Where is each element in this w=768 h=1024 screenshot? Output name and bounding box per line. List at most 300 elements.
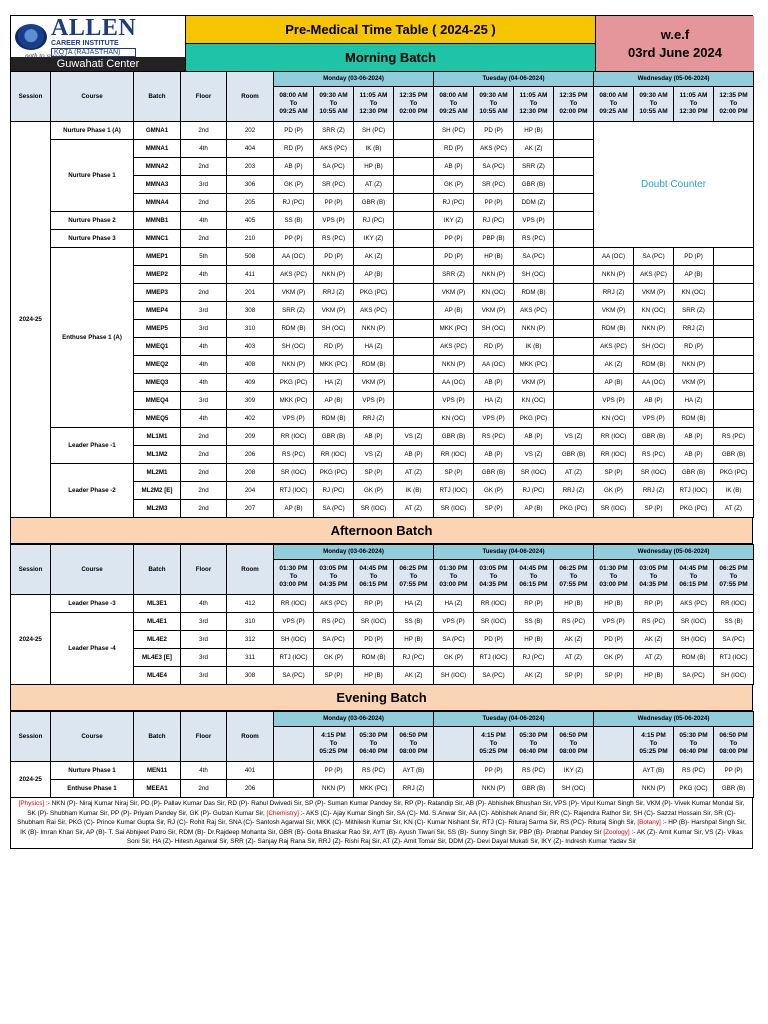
table-cell: 2nd (181, 284, 227, 302)
schedule-cell: VPS (P) (274, 613, 314, 631)
time-slot-line: 12:35 PM (559, 92, 588, 99)
time-slot-header (594, 87, 634, 122)
schedule-cell: AKS (PC) (474, 140, 514, 158)
schedule-cell: PD (P) (594, 631, 634, 649)
time-slot-header (354, 87, 394, 122)
time-slot-line: To (689, 100, 698, 107)
col-header-session: Session (11, 712, 51, 762)
batch-cell: GMNA1 (134, 122, 181, 140)
schedule-cell (554, 122, 594, 140)
schedule-cell: VPS (P) (434, 392, 474, 410)
schedule-cell: RS (PC) (674, 762, 714, 780)
schedule-cell: VKM (P) (274, 284, 314, 302)
subject-label: [Chemistry] (266, 809, 299, 817)
table-cell: 2nd (181, 482, 227, 500)
batch-cell: MMNA2 (134, 158, 181, 176)
time-slot-line: 06:15 PM (519, 581, 548, 588)
schedule-cell: GBR (B) (634, 428, 674, 446)
schedule-cell: AA (OC) (434, 374, 474, 392)
table-cell: 401 (227, 762, 274, 780)
schedule-cell: PKG (PC) (354, 284, 394, 302)
schedule-cell: HA (Z) (354, 338, 394, 356)
schedule-cell: AK (Z) (354, 248, 394, 266)
time-slot-line: 06:40 PM (519, 748, 548, 755)
table-row (11, 780, 754, 798)
schedule-cell: AKS (PC) (674, 595, 714, 613)
course-cell: Enthuse Phase 1 (51, 780, 134, 798)
schedule-cell: SR (IOC) (434, 500, 474, 518)
col-header-course: Course (51, 72, 134, 122)
schedule-cell: SA (PC) (314, 631, 354, 649)
schedule-cell: GBR (B) (714, 780, 754, 798)
schedule-cell: SR (IOC) (674, 613, 714, 631)
schedule-cell (394, 158, 434, 176)
center-name: Guwahati Center (11, 57, 185, 71)
batch-cell: MMEP4 (134, 302, 181, 320)
time-slot-line: To (329, 740, 338, 747)
time-slot-header (514, 560, 554, 595)
schedule-cell: SR (IOC) (634, 464, 674, 482)
schedule-cell: AA (OC) (594, 248, 634, 266)
schedule-cell: SR (IOC) (354, 613, 394, 631)
day-header: Monday (03-06-2024) (274, 545, 434, 560)
schedule-cell: GK (P) (594, 649, 634, 667)
time-slot-line: 05:25 PM (479, 748, 508, 755)
subject-teachers: :- AKS (C)- Ajay Kumar Singh Sir, SA (C)- Md. S.Anwar Sir, AA (C)- Abhishek Anand Sir, RR (C)- Rajendra Rathor Sir, SH (C)- Sazzat Hossain Sir, SR (C)- Shubham Rai Sir, PKG (C)- Prince Kumar Gupta Sir, RJ (C)- Rohit Raj Sir, SNA (C)- Santosh Agarwal Sir, MKK (C)- Mithilesh Kumar Sir, KN (C)- Kumar Nishant Sir, RTJ (C)- Rituraj Sarma Sir, RS (PC)- Rituraj Singh Sir, (17, 809, 736, 827)
table-cell: 2nd (181, 122, 227, 140)
schedule-cell: SP (P) (634, 500, 674, 518)
time-slot-header (314, 87, 354, 122)
schedule-cell: SR (PC) (474, 176, 514, 194)
table-cell: 207 (227, 500, 274, 518)
schedule-cell: AK (Z) (394, 667, 434, 685)
schedule-cell (554, 266, 594, 284)
logo-line1: CAREER INSTITUTE (51, 40, 119, 47)
batch-cell: MMNB1 (134, 212, 181, 230)
day-header: Monday (03-06-2024) (274, 72, 434, 87)
time-slot-line: 06:50 PM (399, 732, 428, 739)
time-slot-header (434, 87, 474, 122)
table-cell: 4th (181, 374, 227, 392)
schedule-cell: AB (P) (434, 158, 474, 176)
schedule-cell: SH (IOC) (714, 667, 754, 685)
schedule-cell (394, 392, 434, 410)
schedule-cell: VPS (P) (594, 392, 634, 410)
time-slot-line: 09:30 AM (479, 92, 508, 99)
table-cell: 205 (227, 194, 274, 212)
schedule-cell: VKM (P) (354, 374, 394, 392)
time-slot-line: To (409, 740, 418, 747)
time-slot-header (674, 727, 714, 762)
time-slot-header (514, 727, 554, 762)
schedule-cell: GK (P) (434, 176, 474, 194)
schedule-cell: PD (P) (434, 248, 474, 266)
schedule-cell (394, 302, 434, 320)
schedule-cell: RRJ (Z) (594, 284, 634, 302)
table-cell: 2nd (181, 194, 227, 212)
day-header: Wednesday (05-06-2024) (594, 712, 754, 727)
schedule-cell: GK (P) (274, 176, 314, 194)
time-slot-line: 07:55 PM (399, 581, 428, 588)
schedule-cell: GBR (B) (514, 780, 554, 798)
time-slot-line: 02:00 PM (719, 108, 748, 115)
schedule-cell: HP (B) (514, 122, 554, 140)
schedule-cell: SA (PC) (434, 631, 474, 649)
schedule-cell: PP (P) (314, 194, 354, 212)
col-header-course: Course (51, 545, 134, 595)
morning-batch-title: Morning Batch (186, 44, 595, 71)
schedule-cell: RS (PC) (314, 230, 354, 248)
schedule-cell (274, 780, 314, 798)
schedule-cell: RRJ (Z) (314, 284, 354, 302)
schedule-cell: RDM (B) (274, 320, 314, 338)
schedule-cell: SA (PC) (514, 248, 554, 266)
schedule-cell (714, 266, 754, 284)
schedule-cell (594, 762, 634, 780)
time-slot-header (274, 727, 314, 762)
schedule-cell: NKN (P) (594, 266, 634, 284)
schedule-cell: RJ (PC) (514, 482, 554, 500)
wef-box (596, 16, 754, 71)
table-cell: 2nd (181, 500, 227, 518)
schedule-cell: HP (B) (354, 667, 394, 685)
course-cell: Nurture Phase 1 (51, 762, 134, 780)
schedule-cell: RS (PC) (714, 428, 754, 446)
batch-cell: MMEQ1 (134, 338, 181, 356)
schedule-cell: RJ (PC) (514, 649, 554, 667)
schedule-cell: AKS (PC) (314, 140, 354, 158)
time-slot-line: To (449, 100, 458, 107)
schedule-cell: HA (Z) (314, 374, 354, 392)
schedule-cell (394, 122, 434, 140)
schedule-cell: RR (IOC) (714, 595, 754, 613)
schedule-cell: SR (PC) (314, 176, 354, 194)
schedule-cell: NKN (P) (674, 356, 714, 374)
table-cell: 5th (181, 248, 227, 266)
batch-cell: MMEQ3 (134, 374, 181, 392)
schedule-cell: PKG (PC) (554, 500, 594, 518)
table-cell: 411 (227, 266, 274, 284)
schedule-cell: SRR (Z) (674, 302, 714, 320)
schedule-cell (394, 230, 434, 248)
schedule-cell: RDM (B) (514, 284, 554, 302)
time-slot-line: 02:00 PM (399, 108, 428, 115)
time-slot-line: To (569, 573, 578, 580)
schedule-cell: AKS (PC) (594, 338, 634, 356)
time-slot-line: 06:25 PM (399, 565, 428, 572)
schedule-cell: AP (B) (354, 266, 394, 284)
schedule-cell: SP (P) (314, 667, 354, 685)
time-slot-line: 08:00 PM (559, 748, 588, 755)
time-slot-line: 07:55 PM (719, 581, 748, 588)
schedule-cell: PP (P) (474, 762, 514, 780)
table-cell: 308 (227, 667, 274, 685)
time-slot-line: To (489, 740, 498, 747)
schedule-cell: NKN (P) (474, 780, 514, 798)
time-slot-line: 06:40 PM (359, 748, 388, 755)
schedule-cell (554, 320, 594, 338)
time-slot-line: To (529, 100, 538, 107)
schedule-cell (554, 284, 594, 302)
col-header-batch: Batch (134, 712, 181, 762)
schedule-cell: GBR (B) (314, 428, 354, 446)
time-slot-line: 09:30 AM (319, 92, 348, 99)
schedule-cell: AB (P) (634, 392, 674, 410)
schedule-cell: VPS (P) (474, 410, 514, 428)
schedule-cell: AYT (B) (634, 762, 674, 780)
schedule-cell: RS (PC) (514, 762, 554, 780)
time-slot-line: 11:05 AM (359, 92, 388, 99)
schedule-cell: PD (P) (474, 631, 514, 649)
time-slot-line: 05:30 PM (679, 732, 708, 739)
table-row (11, 122, 754, 140)
time-slot-line: To (329, 100, 338, 107)
time-slot-line: To (329, 573, 338, 580)
subject-teachers: :- HP (B)- Harshpal Singh Sir, IK (B)- Imran Khan Sir, AP (B)- T. Sai Abhijeet Patro Sir, RDM (B)- Dr.Rajdeep Mohanta Sir, GBR (B)- Golla Bhaskar Rao Sir, AYT (B)- Ayush Tiwari Sir, SS (B)- Sunny Singh Sir, PBP (B)- Prabhat Pandey Sir (20, 819, 746, 836)
evening-table (10, 711, 754, 798)
schedule-cell: RD (P) (274, 140, 314, 158)
table-cell: 204 (227, 482, 274, 500)
table-cell: 210 (227, 230, 274, 248)
schedule-cell: VS (Z) (354, 446, 394, 464)
time-slot-line: To (609, 100, 618, 107)
time-slot-line: To (649, 740, 658, 747)
time-slot-header (434, 560, 474, 595)
table-cell: 4th (181, 338, 227, 356)
schedule-cell: IK (B) (394, 482, 434, 500)
schedule-cell: AP (B) (594, 374, 634, 392)
schedule-cell: AT (Z) (634, 649, 674, 667)
batch-cell: ML1M2 (134, 446, 181, 464)
time-slot-line: 06:25 PM (719, 565, 748, 572)
time-slot-line: To (289, 573, 298, 580)
schedule-cell: RDM (B) (354, 356, 394, 374)
subject-label: [Botany] (637, 819, 661, 827)
schedule-cell: GBR (B) (714, 446, 754, 464)
schedule-cell (554, 140, 594, 158)
schedule-cell: AK (Z) (554, 631, 594, 649)
schedule-cell: RD (P) (474, 338, 514, 356)
schedule-cell: RDM (B) (674, 649, 714, 667)
time-slot-header (274, 560, 314, 595)
time-slot-line: 04:35 PM (639, 581, 668, 588)
time-slot-line: 10:55 AM (479, 108, 508, 115)
schedule-cell: NKN (P) (314, 780, 354, 798)
schedule-cell (714, 338, 754, 356)
time-slot-line: To (729, 100, 738, 107)
doubt-counter: Doubt Counter (594, 122, 754, 248)
schedule-cell: VPS (P) (514, 212, 554, 230)
schedule-cell (394, 320, 434, 338)
time-slot-header (474, 560, 514, 595)
subject-label: [Physics] (18, 800, 45, 807)
table-cell: 3rd (181, 302, 227, 320)
schedule-cell: PKG (PC) (314, 464, 354, 482)
schedule-cell: MKK (PC) (514, 356, 554, 374)
schedule-cell: RS (PC) (474, 428, 514, 446)
time-slot-header (314, 727, 354, 762)
schedule-cell: AKS (PC) (314, 595, 354, 613)
schedule-cell: AYT (B) (394, 762, 434, 780)
batch-cell: MMEP2 (134, 266, 181, 284)
time-slot-header (554, 87, 594, 122)
schedule-cell: SS (B) (714, 613, 754, 631)
schedule-cell: RDM (B) (594, 320, 634, 338)
schedule-cell: SH (IOC) (674, 631, 714, 649)
schedule-cell: SH (PC) (434, 122, 474, 140)
table-cell: 310 (227, 613, 274, 631)
batch-cell: ML2M1 (134, 464, 181, 482)
session-cell: 2024-25 (11, 122, 51, 518)
time-slot-header (634, 87, 674, 122)
schedule-cell: IKY (Z) (354, 230, 394, 248)
schedule-cell: HP (B) (634, 667, 674, 685)
schedule-cell (394, 284, 434, 302)
course-cell: Nurture Phase 1 (A) (51, 122, 134, 140)
table-cell: 2nd (181, 158, 227, 176)
table-row (11, 762, 754, 780)
schedule-cell: GBR (B) (554, 446, 594, 464)
batch-cell: MMNC1 (134, 230, 181, 248)
time-slot-line: 06:15 PM (359, 581, 388, 588)
schedule-cell (554, 302, 594, 320)
logo-brand: ALLEN (51, 15, 137, 41)
col-header-floor: Floor (181, 72, 227, 122)
logo-emblem-icon (15, 24, 47, 50)
schedule-cell (394, 176, 434, 194)
schedule-cell: SP (P) (474, 500, 514, 518)
table-cell: 3rd (181, 631, 227, 649)
schedule-cell: PD (P) (674, 248, 714, 266)
schedule-cell: AP (B) (674, 266, 714, 284)
page-title: Pre-Medical Time Table ( 2024-25 ) (186, 16, 595, 44)
col-header-session: Session (11, 72, 51, 122)
time-slot-line: 07:55 PM (559, 581, 588, 588)
schedule-cell (394, 140, 434, 158)
schedule-cell: NKN (P) (514, 320, 554, 338)
time-slot-line: 05:25 PM (319, 748, 348, 755)
time-slot-header (714, 727, 754, 762)
schedule-cell: AK (Z) (594, 356, 634, 374)
schedule-cell: PKG (PC) (274, 374, 314, 392)
time-slot-line: 04:45 PM (519, 565, 548, 572)
schedule-cell: PKG (PC) (514, 410, 554, 428)
schedule-cell: HP (B) (354, 158, 394, 176)
schedule-cell (394, 338, 434, 356)
schedule-cell: VPS (P) (434, 613, 474, 631)
time-slot-line: To (689, 573, 698, 580)
schedule-cell: AK (Z) (514, 667, 554, 685)
schedule-cell: KN (OC) (434, 410, 474, 428)
time-slot-line: 09:25 AM (279, 108, 308, 115)
schedule-cell: AB (P) (514, 428, 554, 446)
table-cell: 412 (227, 595, 274, 613)
table-cell: 403 (227, 338, 274, 356)
schedule-cell: AKS (PC) (274, 266, 314, 284)
schedule-cell: MKK (PC) (314, 356, 354, 374)
time-slot-line: To (569, 100, 578, 107)
schedule-cell (394, 266, 434, 284)
table-cell: 3rd (181, 320, 227, 338)
schedule-cell: NKN (P) (274, 356, 314, 374)
timetable (10, 15, 753, 849)
schedule-cell: SRR (Z) (314, 122, 354, 140)
time-slot-line: 06:40 PM (679, 748, 708, 755)
schedule-cell (714, 410, 754, 428)
schedule-cell: GK (P) (434, 649, 474, 667)
schedule-cell (714, 320, 754, 338)
schedule-cell: RR (IOC) (594, 446, 634, 464)
time-slot-line: 09:30 AM (639, 92, 668, 99)
time-slot-line: 12:30 PM (519, 108, 548, 115)
time-slot-line: 12:30 PM (679, 108, 708, 115)
table-cell: 2nd (181, 464, 227, 482)
schedule-cell: SRR (Z) (274, 302, 314, 320)
logo-tagline: path to success (25, 52, 68, 60)
time-slot-header (474, 727, 514, 762)
schedule-cell: VPS (P) (594, 613, 634, 631)
col-header-room: Room (227, 712, 274, 762)
schedule-cell (554, 176, 594, 194)
time-slot-line: 09:25 AM (599, 108, 628, 115)
schedule-cell: RJ (PC) (394, 649, 434, 667)
col-header-floor: Floor (181, 545, 227, 595)
time-slot-line: To (369, 740, 378, 747)
batch-cell: ML2M2 [E] (134, 482, 181, 500)
schedule-cell: KN (OC) (474, 284, 514, 302)
time-slot-header (314, 560, 354, 595)
schedule-cell: PD (P) (274, 122, 314, 140)
schedule-cell: HP (B) (394, 631, 434, 649)
schedule-cell: RTJ (IOC) (274, 649, 314, 667)
time-slot-line: To (689, 740, 698, 747)
time-slot-header (594, 560, 634, 595)
schedule-cell: RDM (B) (354, 649, 394, 667)
schedule-cell: SP (P) (554, 667, 594, 685)
schedule-cell: RD (P) (314, 338, 354, 356)
schedule-cell (434, 780, 474, 798)
schedule-cell (394, 356, 434, 374)
schedule-cell: PP (P) (714, 762, 754, 780)
time-slot-line: To (609, 573, 618, 580)
schedule-cell: SH (IOC) (434, 667, 474, 685)
time-slot-line: 4:15 PM (321, 732, 346, 739)
time-slot-header (354, 727, 394, 762)
schedule-cell: SA (PC) (474, 667, 514, 685)
table-cell: 3rd (181, 649, 227, 667)
schedule-cell: KN (OC) (674, 284, 714, 302)
table-cell: 309 (227, 392, 274, 410)
batch-cell: ML4E1 (134, 613, 181, 631)
schedule-cell: SH (OC) (274, 338, 314, 356)
time-slot-header (354, 560, 394, 595)
batch-cell: MMNA3 (134, 176, 181, 194)
schedule-cell: AT (Z) (354, 176, 394, 194)
course-cell: Nurture Phase 1 (51, 140, 134, 212)
schedule-cell (714, 284, 754, 302)
schedule-cell: SA (PC) (634, 248, 674, 266)
schedule-cell: RR (IOC) (434, 446, 474, 464)
schedule-cell (714, 302, 754, 320)
schedule-cell: RR (IOC) (594, 428, 634, 446)
schedule-cell (554, 248, 594, 266)
batch-cell: ML4E2 (134, 631, 181, 649)
schedule-cell: RR (IOC) (314, 446, 354, 464)
col-header-floor: Floor (181, 712, 227, 762)
schedule-cell: SR (IOC) (274, 464, 314, 482)
time-slot-line: To (529, 573, 538, 580)
schedule-cell: RR (IOC) (274, 595, 314, 613)
